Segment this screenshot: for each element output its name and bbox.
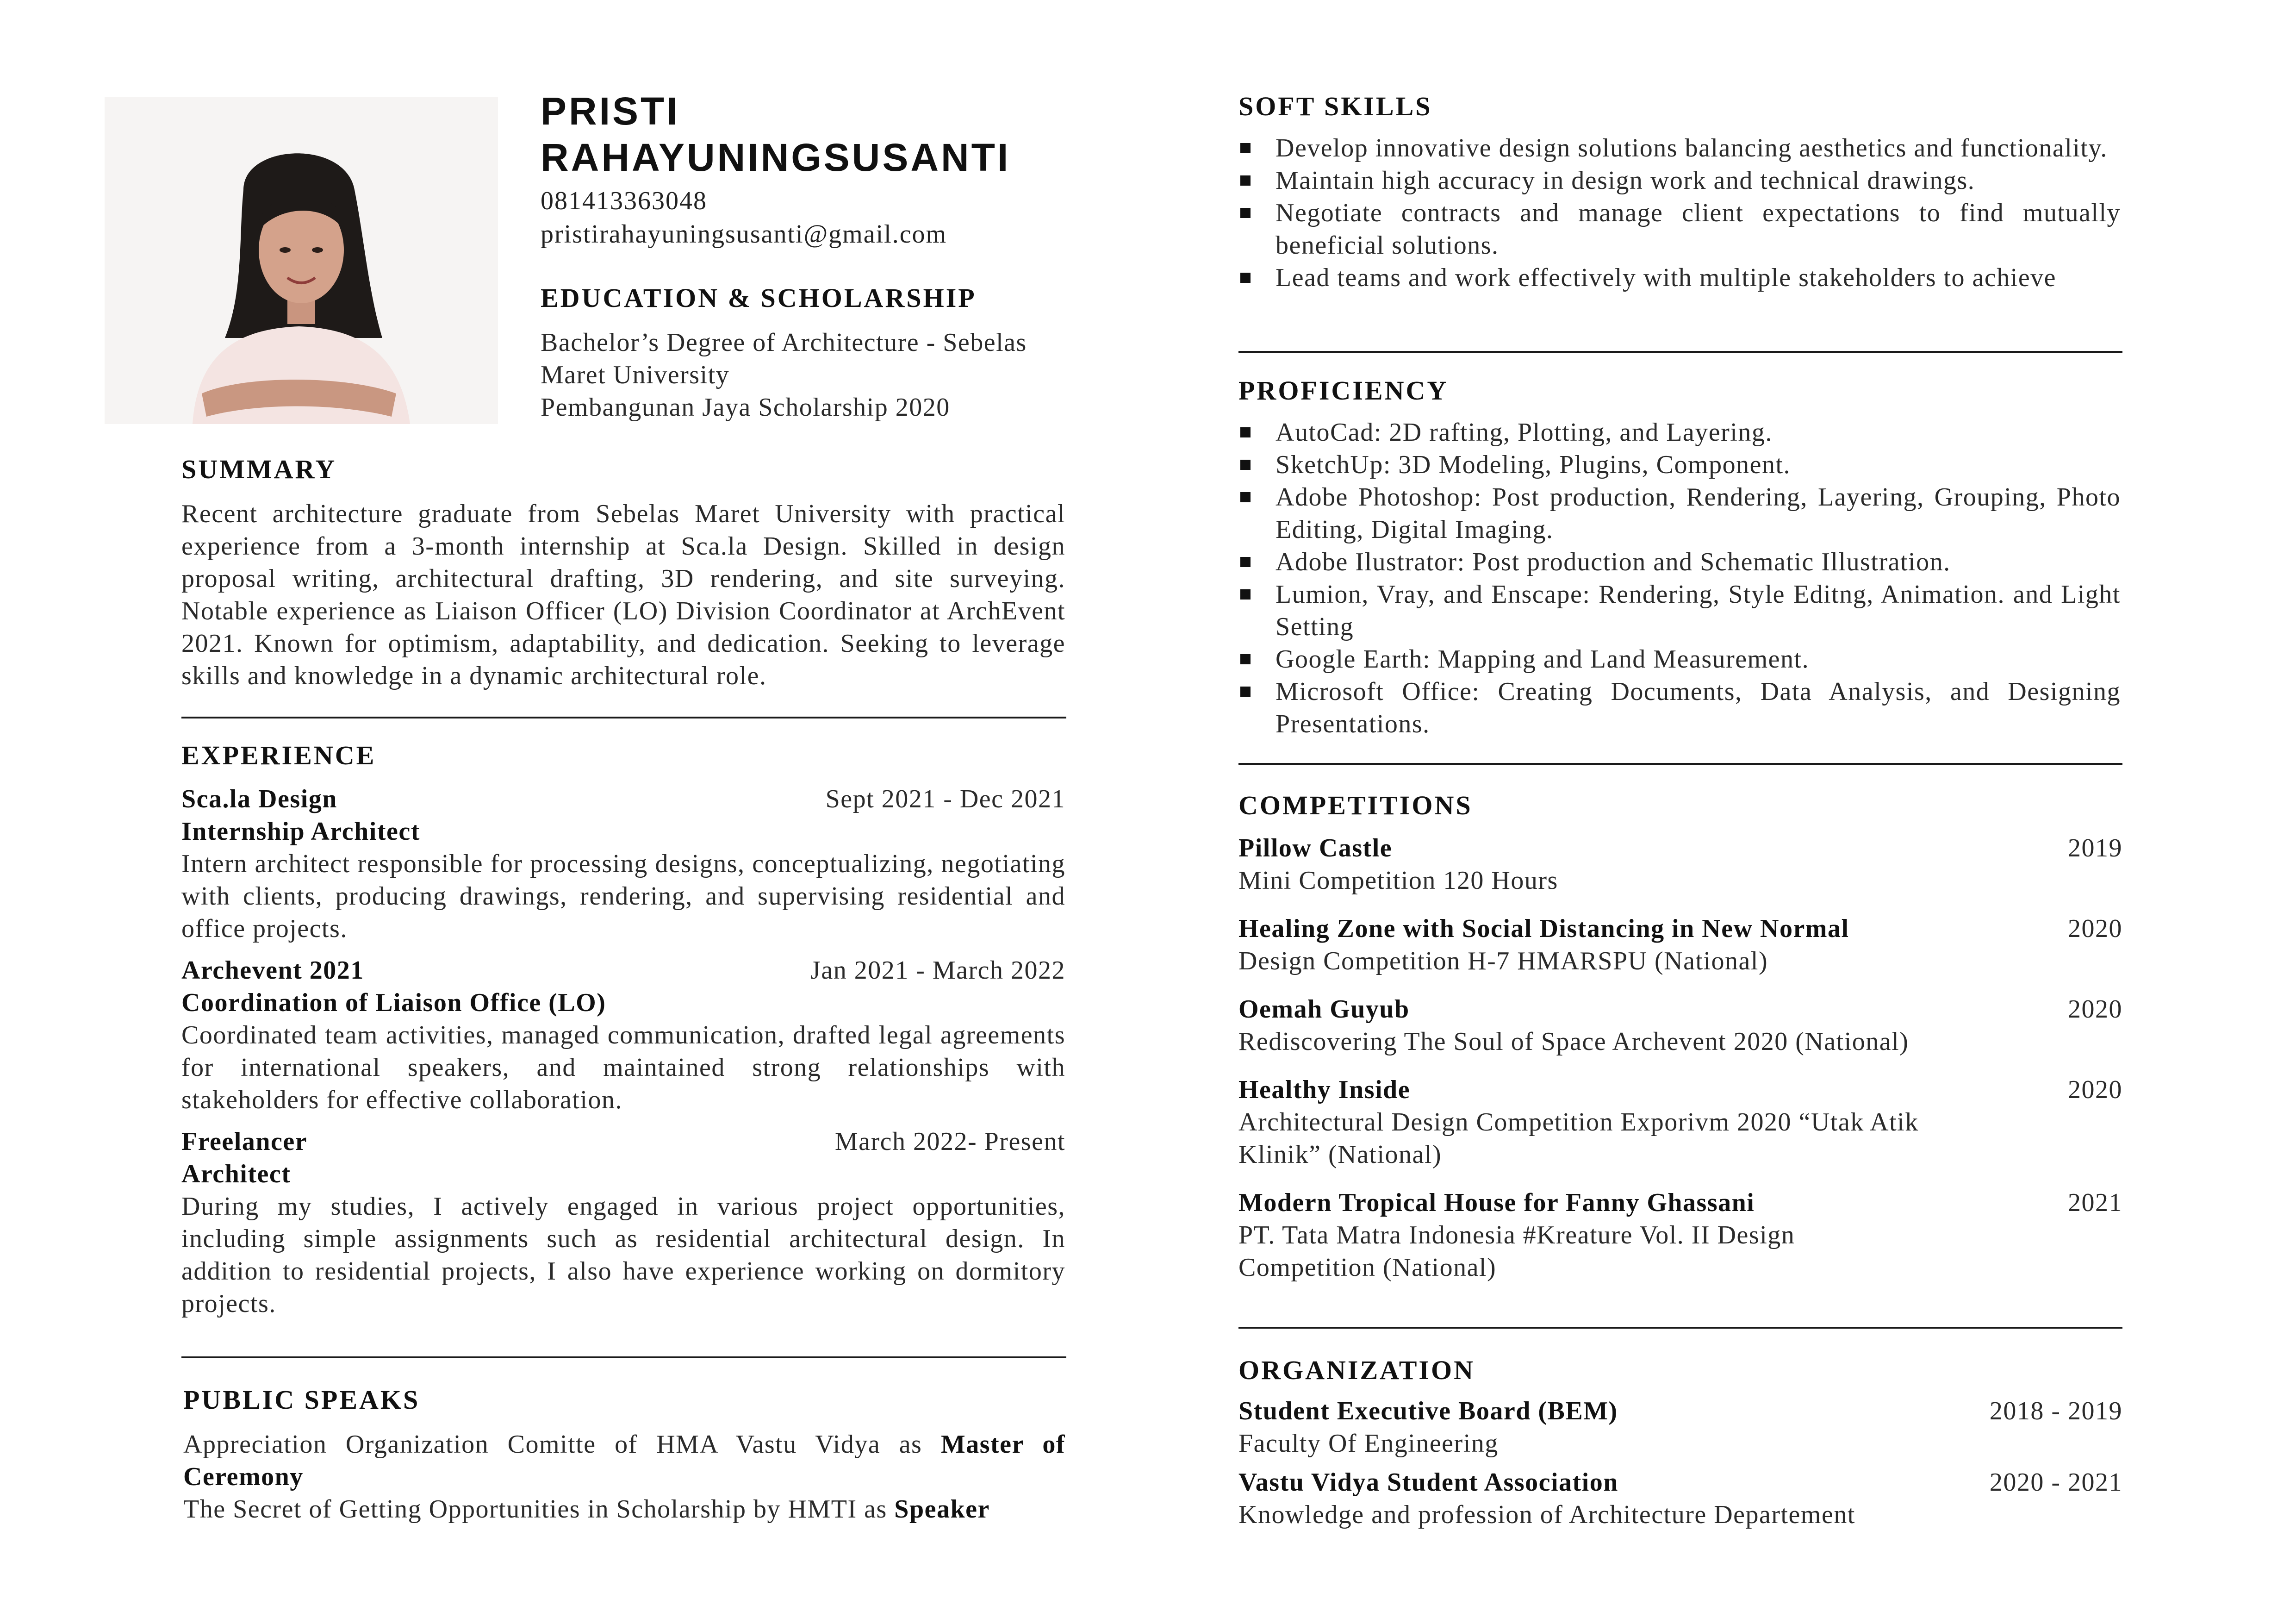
- list-item-text: Adobe Ilustrator: Post production and Schematic Illustration.: [1276, 548, 1951, 576]
- organization-entry: [1238, 1466, 2122, 1531]
- competition-description: Architectural Design Competition Exporivm 2020 “Utak Atik Klinik” (National): [1238, 1108, 1919, 1169]
- experience-role: Coordination of Liaison Office (LO): [181, 988, 606, 1017]
- public-speak-item: [183, 1428, 1065, 1493]
- summary-text: Recent architecture graduate from Sebelas Maret University with practical experience from a 3-month internship at Sca.la Design. Skilled in design proposal writing, architectural drafting, 3D rendering, and site surveying. Notable experience as Liaison Officer (LO) Division Coordinator at ArchEvent 2021. Known for optimism, adaptability, and dedication. Seeking to leverage skills and knowledge in a dynamic architectural role.: [181, 500, 1065, 690]
- organization-years: 2020 - 2021: [1989, 1468, 2122, 1497]
- list-item: [1238, 675, 2121, 740]
- experience-heading: EXPERIENCE: [181, 740, 376, 770]
- experience-dates: Sept 2021 - Dec 2021: [825, 785, 1065, 813]
- education-scholarship: Pembangunan Jaya Scholarship 2020: [541, 393, 950, 422]
- summary-section: [181, 454, 1065, 692]
- list-item: [1238, 578, 2121, 643]
- competition-description: Design Competition H-7 HMARSPU (National): [1238, 947, 1768, 975]
- organization-entry: [1238, 1395, 2122, 1460]
- competition-entry: [1238, 1187, 2122, 1284]
- bullet-icon: [1240, 208, 1251, 218]
- experience-description: Intern architect responsible for processing designs, conceptualizing, negotiating with clients, producing drawings, rendering, and supervising residential and office projects.: [181, 849, 1065, 943]
- competition-title: Oemah Guyub: [1238, 995, 1410, 1024]
- list-item: [1238, 546, 2121, 578]
- organization-title: Vastu Vidya Student Association: [1238, 1468, 1618, 1497]
- competitions-section: [1238, 790, 2122, 1284]
- list-item-text: Develop innovative design solutions balancing aesthetics and functionality.: [1276, 134, 2108, 162]
- bullet-icon: [1240, 589, 1251, 600]
- list-item: [1238, 164, 2121, 197]
- public-speaks-heading: PUBLIC SPEAKS: [183, 1385, 420, 1415]
- summary-heading: SUMMARY: [181, 454, 337, 484]
- competition-title: Healthy Inside: [1238, 1075, 1411, 1104]
- list-item-text: Microsoft Office: Creating Documents, Data Analysis, and Designing Presentations.: [1276, 677, 2121, 738]
- bullet-icon: [1240, 143, 1251, 153]
- competition-title: Healing Zone with Social Distancing in New Normal: [1238, 914, 1849, 943]
- competition-title: Modern Tropical House for Fanny Ghassani: [1238, 1188, 1755, 1217]
- competition-title: Pillow Castle: [1238, 834, 1393, 862]
- proficiency-heading: PROFICIENCY: [1238, 375, 1449, 406]
- bullet-icon: [1240, 273, 1251, 283]
- soft-skills-heading: SOFT SKILLS: [1238, 91, 1432, 121]
- email-address: pristirahayuningsusanti@gmail.com: [541, 220, 947, 249]
- competition-year: 2020: [2068, 1075, 2122, 1104]
- list-item-text: Maintain high accuracy in design work and technical drawings.: [1276, 166, 1975, 195]
- experience-role: Internship Architect: [181, 817, 420, 846]
- public-speaks-section: [183, 1384, 1065, 1525]
- competition-description: Mini Competition 120 Hours: [1238, 866, 1558, 895]
- soft-skills-list: [1238, 132, 2121, 294]
- profile-photo: [105, 97, 498, 424]
- public-speak-role: Speaker: [894, 1495, 990, 1524]
- experience-company: Archevent 2021: [181, 956, 364, 985]
- experience-description: During my studies, I actively engaged in various project opportunities, including simple assignments such as residential architectural design. In addition to residential projects, I also have experience working on dormitory projects.: [181, 1192, 1065, 1318]
- experience-role: Architect: [181, 1160, 291, 1188]
- divider: [1238, 763, 2122, 765]
- list-item: [1238, 197, 2121, 262]
- organization-description: Knowledge and profession of Architecture Departement: [1238, 1500, 1855, 1529]
- bullet-icon: [1240, 687, 1251, 697]
- list-item-text: SketchUp: 3D Modeling, Plugins, Component.: [1276, 450, 1791, 479]
- experience-company: Sca.la Design: [181, 785, 337, 813]
- candidate-name: [541, 88, 1096, 181]
- competition-year: 2019: [2068, 834, 2122, 862]
- list-item: [1238, 262, 2121, 294]
- list-item-text: Negotiate contracts and manage client expectations to find mutually beneficial solutions.: [1276, 199, 2121, 260]
- organization-section: [1238, 1355, 2122, 1531]
- competition-entry: [1238, 832, 2122, 897]
- experience-entry: [181, 1125, 1065, 1320]
- experience-company: Freelancer: [181, 1127, 308, 1156]
- competition-description: Rediscovering The Soul of Space Archevent 2020 (National): [1238, 1027, 1909, 1056]
- public-speak-text: The Secret of Getting Opportunities in Scholarship by HMTI as: [183, 1495, 895, 1524]
- competition-description: PT. Tata Matra Indonesia #Kreature Vol. II Design Competition (National): [1238, 1221, 1795, 1282]
- phone-number: 081413363048: [541, 187, 707, 215]
- competition-entry: [1238, 1074, 2122, 1171]
- list-item: [1238, 416, 2121, 449]
- list-item-text: Lumion, Vray, and Enscape: Rendering, Style Editng, Animation. and Light Setting: [1276, 580, 2121, 641]
- competition-year: 2020: [2068, 995, 2122, 1024]
- divider: [1238, 1327, 2122, 1329]
- competition-entry: [1238, 912, 2122, 977]
- bullet-icon: [1240, 492, 1251, 502]
- organization-heading: ORGANIZATION: [1238, 1355, 1475, 1385]
- organization-description: Faculty Of Engineering: [1238, 1429, 1499, 1458]
- competition-year: 2021: [2068, 1188, 2122, 1217]
- portrait-image: [105, 97, 498, 424]
- list-item: [1238, 449, 2121, 481]
- soft-skills-section: [1238, 91, 2121, 294]
- bullet-icon: [1240, 175, 1251, 186]
- bullet-icon: [1240, 557, 1251, 567]
- proficiency-list: [1238, 416, 2121, 740]
- public-speak-role: Master of Ceremony: [183, 1430, 1065, 1491]
- education-heading: EDUCATION & SCHOLARSHIP: [541, 283, 977, 313]
- bullet-icon: [1240, 654, 1251, 664]
- organization-title: Student Executive Board (BEM): [1238, 1397, 1618, 1425]
- experience-dates: March 2022- Present: [834, 1127, 1065, 1156]
- education-degree: Bachelor’s Degree of Architecture - Sebelas Maret University: [541, 328, 1027, 389]
- list-item: [1238, 481, 2121, 546]
- experience-dates: Jan 2021 - March 2022: [810, 956, 1065, 985]
- list-item: [1238, 132, 2121, 164]
- organization-years: 2018 - 2019: [1989, 1397, 2122, 1425]
- list-item-text: Lead teams and work effectively with multiple stakeholders to achieve: [1276, 263, 2057, 292]
- public-speak-text: Appreciation Organization Comitte of HMA Vastu Vidya as: [183, 1430, 941, 1459]
- public-speak-item: [183, 1493, 1065, 1525]
- divider: [1238, 351, 2122, 353]
- competition-year: 2020: [2068, 914, 2122, 943]
- experience-description: Coordinated team activities, managed communication, drafted legal agreements for international speakers, and maintained strong relationships with stakeholders for effective collaboration.: [181, 1021, 1065, 1114]
- proficiency-section: [1238, 375, 2121, 740]
- competitions-heading: COMPETITIONS: [1238, 790, 1473, 820]
- contact-block: [541, 184, 1050, 251]
- competition-entry: [1238, 993, 2122, 1058]
- divider: [181, 717, 1066, 718]
- name-line-2: RAHAYUNINGSUSANTI: [541, 136, 1011, 179]
- list-item-text: Adobe Photoshop: Post production, Rendering, Layering, Grouping, Photo Editing, Digital Imaging.: [1276, 483, 2121, 544]
- education-section: [541, 282, 1066, 424]
- divider: [181, 1356, 1066, 1358]
- experience-section: [181, 740, 1065, 1320]
- list-item-text: AutoCad: 2D rafting, Plotting, and Layering.: [1276, 418, 1773, 447]
- list-item: [1238, 643, 2121, 675]
- experience-entry: [181, 954, 1065, 1116]
- experience-entry: [181, 783, 1065, 945]
- bullet-icon: [1240, 427, 1251, 437]
- name-line-1: PRISTI: [541, 89, 680, 133]
- bullet-icon: [1240, 460, 1251, 470]
- list-item-text: Google Earth: Mapping and Land Measurement.: [1276, 645, 1810, 674]
